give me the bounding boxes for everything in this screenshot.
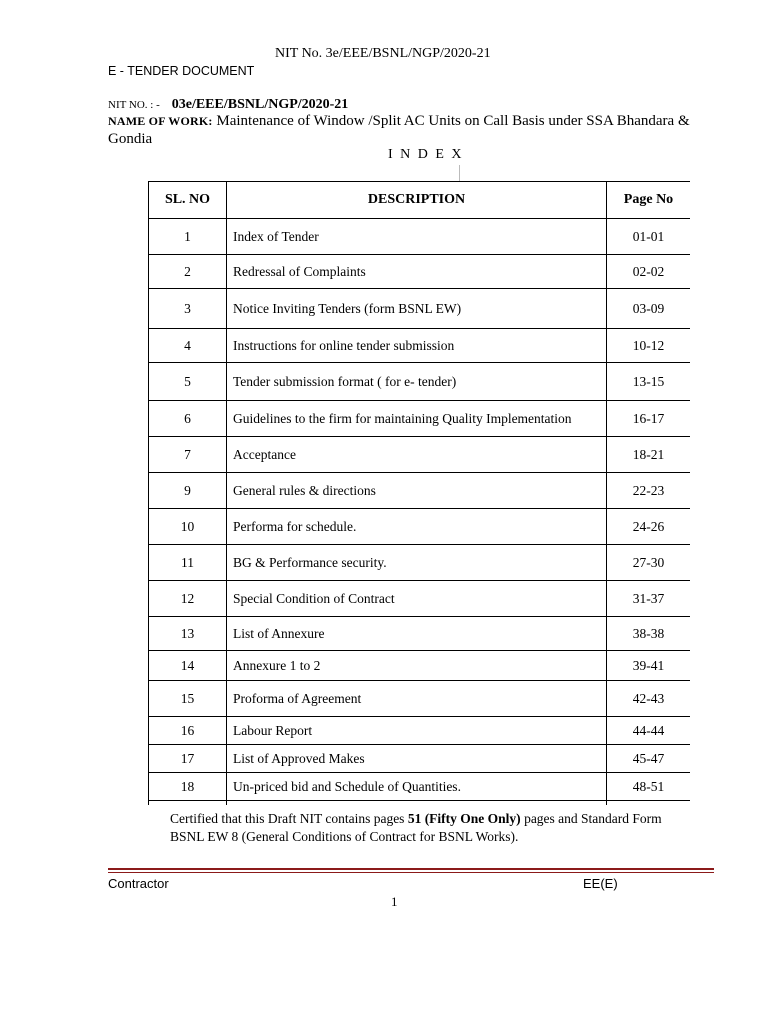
row-page-no: 42-43	[607, 681, 691, 717]
header-document-type: E - TENDER DOCUMENT	[108, 64, 255, 78]
row-sl-no: 4	[149, 329, 227, 363]
table-row	[149, 289, 691, 329]
row-page-no: 24-26	[607, 509, 691, 545]
row-description: Guidelines to the firm for maintaining Quality Implementation	[227, 401, 607, 437]
nit-number-line	[108, 95, 348, 113]
row-description: General rules & directions	[227, 473, 607, 509]
row-sl-no: 15	[149, 681, 227, 717]
table-header-row	[149, 182, 691, 219]
row-page-no: 39-41	[607, 651, 691, 681]
row-sl-no: 17	[149, 745, 227, 773]
header-sl-no: SL. NO	[149, 182, 227, 219]
name-of-work-value: Maintenance of Window /Split AC Units on Call Basis under SSA Bhandara & Gondia	[108, 113, 690, 147]
row-page-no: 31-37	[607, 581, 691, 617]
row-description: Acceptance	[227, 437, 607, 473]
row-sl-no: 9	[149, 473, 227, 509]
header-description: DESCRIPTION	[227, 182, 607, 219]
row-page-no: 18-21	[607, 437, 691, 473]
table-row	[149, 219, 691, 255]
footer-ee: EE(E)	[583, 876, 618, 891]
row-page-no: 45-47	[607, 745, 691, 773]
row-page-no: 02-02	[607, 255, 691, 289]
table-row	[149, 401, 691, 437]
row-page-no: 13-15	[607, 363, 691, 401]
row-sl-no: 3	[149, 289, 227, 329]
table-row	[149, 329, 691, 363]
row-sl-no: 7	[149, 437, 227, 473]
row-page-no: 27-30	[607, 545, 691, 581]
table-row	[149, 363, 691, 401]
row-description: Performa for schedule.	[227, 509, 607, 545]
table-row	[149, 717, 691, 745]
row-page-no: 16-17	[607, 401, 691, 437]
row-description: Redressal of Complaints	[227, 255, 607, 289]
row-page-no: 03-09	[607, 289, 691, 329]
certification-text-1: Certified that this Draft NIT contains pages	[170, 811, 408, 826]
row-sl-no: 5	[149, 363, 227, 401]
page-number: 1	[391, 894, 398, 909]
row-page-no: 48-51	[607, 773, 691, 801]
row-page-no: 38-38	[607, 617, 691, 651]
table-row	[149, 581, 691, 617]
table-row	[149, 681, 691, 717]
name-of-work-label: NAME OF WORK:	[108, 114, 213, 128]
nit-number-label: NIT NO. : -	[108, 99, 160, 111]
name-of-work	[108, 112, 723, 148]
row-sl-no: 16	[149, 717, 227, 745]
row-description: Un-priced bid and Schedule of Quantities.	[227, 773, 607, 801]
index-title: I N D E X	[388, 147, 464, 162]
table-row	[149, 509, 691, 545]
row-sl-no	[149, 801, 227, 806]
row-description: Notice Inviting Tenders (form BSNL EW)	[227, 289, 607, 329]
row-description: Annexure 1 to 2	[227, 651, 607, 681]
row-description: Proforma of Agreement	[227, 681, 607, 717]
footer-rule	[108, 868, 714, 870]
footer-rule-thin	[108, 872, 714, 873]
row-sl-no: 12	[149, 581, 227, 617]
row-page-no: 44-44	[607, 717, 691, 745]
row-description: Labour Report	[227, 717, 607, 745]
table-row	[149, 651, 691, 681]
row-page-no: 10-12	[607, 329, 691, 363]
row-sl-no: 1	[149, 219, 227, 255]
row-description: List of Approved Makes	[227, 745, 607, 773]
row-description: Index of Tender	[227, 219, 607, 255]
header-nit-reference: NIT No. 3e/EEE/BSNL/NGP/2020-21	[275, 46, 491, 61]
row-sl-no: 10	[149, 509, 227, 545]
table-row	[149, 617, 691, 651]
header-page-no: Page No	[607, 182, 691, 219]
row-description: Special Condition of Contract	[227, 581, 607, 617]
table-row	[149, 473, 691, 509]
table-row	[149, 437, 691, 473]
row-description: List of Annexure	[227, 617, 607, 651]
row-page-no: 01-01	[607, 219, 691, 255]
table-row	[149, 801, 691, 806]
row-page-no	[607, 801, 691, 806]
row-sl-no: 11	[149, 545, 227, 581]
certification-page-count: 51 (Fifty One Only)	[407, 811, 521, 826]
table-row	[149, 745, 691, 773]
certification-note	[118, 810, 698, 846]
divider-mark	[459, 165, 460, 181]
row-sl-no: 6	[149, 401, 227, 437]
row-sl-no: 2	[149, 255, 227, 289]
table-row	[149, 255, 691, 289]
footer-contractor: Contractor	[108, 876, 169, 891]
table-row	[149, 545, 691, 581]
row-description: BG & Performance security.	[227, 545, 607, 581]
nit-number-value: 03e/EEE/BSNL/NGP/2020-21	[171, 97, 349, 112]
row-description: Tender submission format ( for e- tender)	[227, 363, 607, 401]
row-description: Instructions for online tender submission	[227, 329, 607, 363]
row-sl-no: 14	[149, 651, 227, 681]
index-table-container	[148, 181, 690, 805]
certification-text-2: pages and Standard Form BSNL EW 8 (General Conditions of Contract for BSNL Works).	[170, 811, 662, 844]
index-table	[148, 181, 690, 805]
table-row	[149, 773, 691, 801]
row-description	[227, 801, 607, 806]
table-body	[149, 219, 691, 806]
row-sl-no: 13	[149, 617, 227, 651]
row-sl-no: 18	[149, 773, 227, 801]
row-page-no: 22-23	[607, 473, 691, 509]
